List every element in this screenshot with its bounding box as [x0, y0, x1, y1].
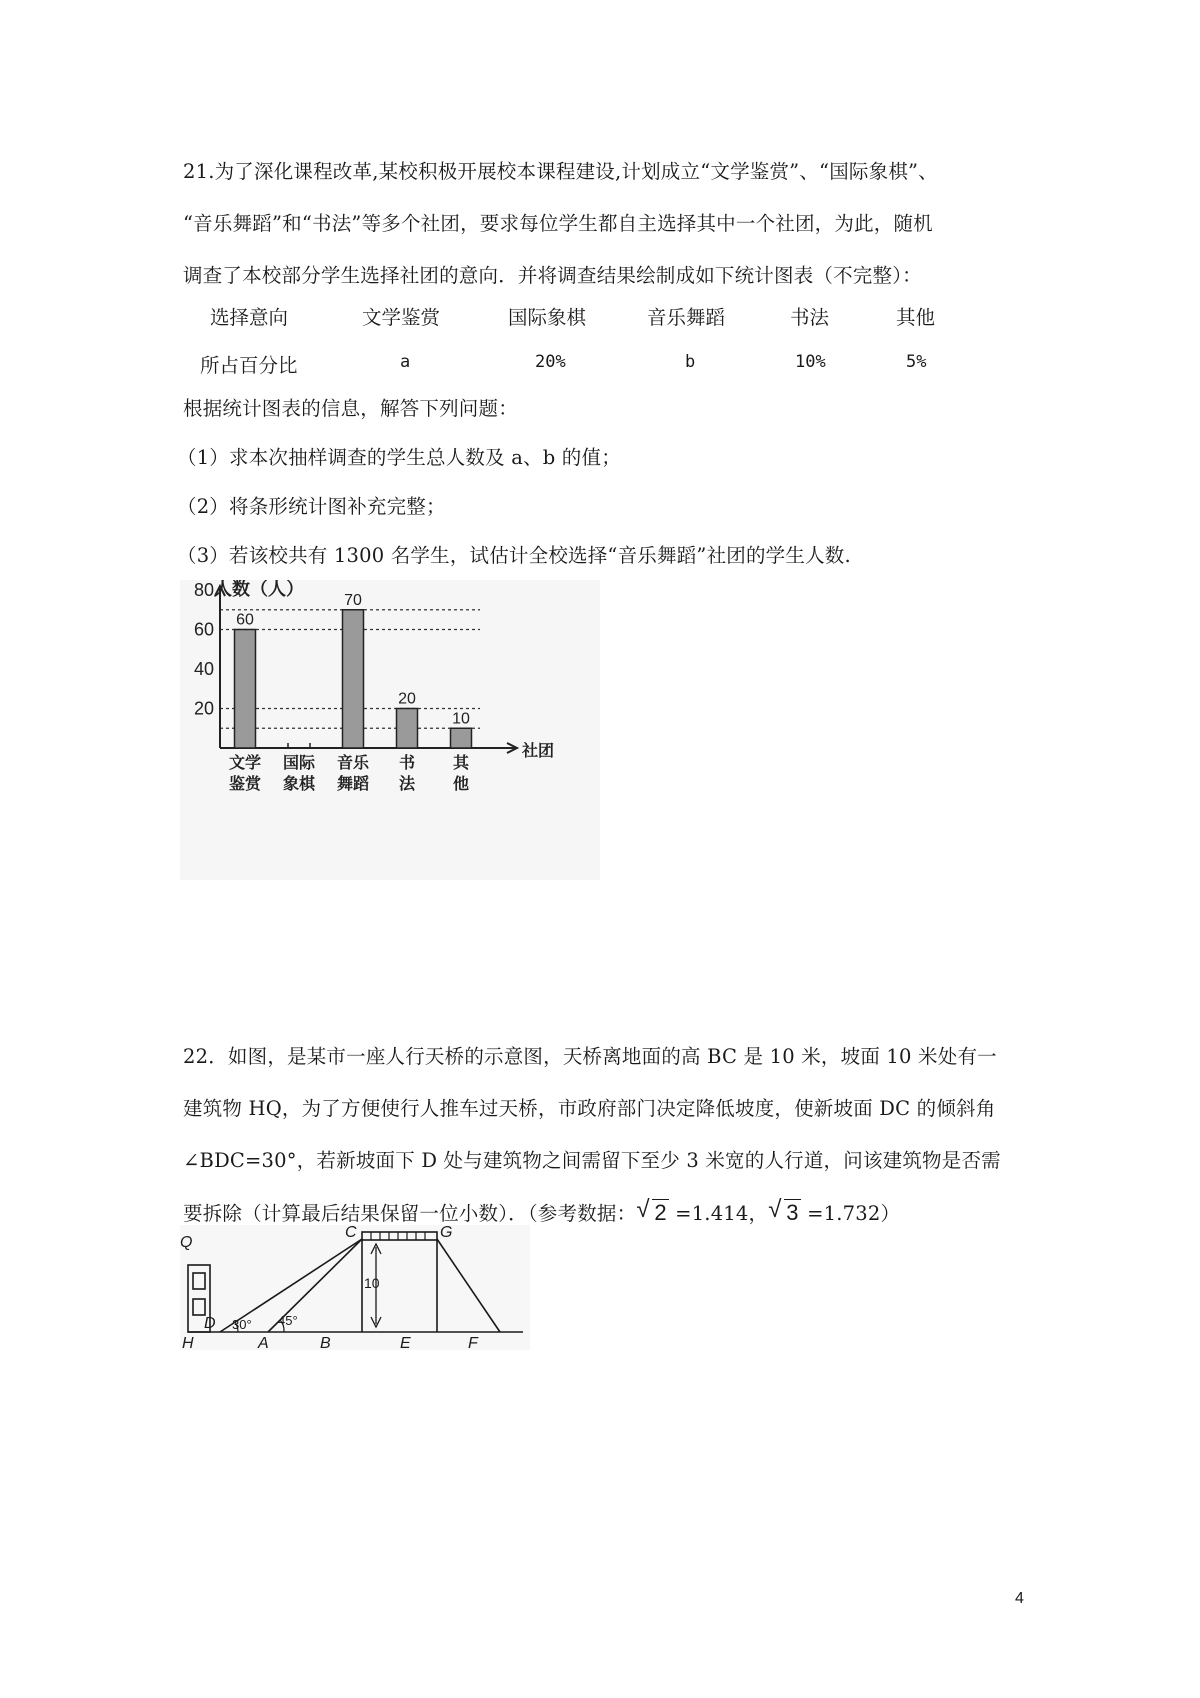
table-row-label: 所占百分比: [200, 354, 298, 377]
q22-line-2: 建筑物 HQ，为了方便使行人推车过天桥，市政府部门决定降低坡度，使新坡面 DC 的倾斜角: [183, 1097, 996, 1120]
label-angle-45: 45°: [278, 1313, 298, 1328]
bar-data-label: 20: [398, 690, 416, 708]
y-tick-label: 60: [193, 619, 214, 640]
label-g: G: [440, 1225, 453, 1241]
sqrt-3-radicand: 3: [786, 1200, 799, 1225]
table-cell: 5%: [906, 352, 927, 372]
table-cell: 20%: [535, 352, 566, 372]
sqrt-2-radicand: 2: [654, 1200, 667, 1225]
bar: [397, 709, 418, 749]
table-header-cell: 文学鉴赏: [362, 306, 441, 329]
category-tick-label: 文学: [228, 755, 262, 772]
q21-question-1: （1）求本次抽样调查的学生总人数及 a、b 的值；: [177, 446, 621, 469]
label-e: E: [400, 1335, 411, 1350]
y-axis-label: 人数（人）: [214, 580, 304, 599]
label-q: Q: [180, 1234, 193, 1251]
q21-question-3: （3）若该校共有 1300 名学生，试估计全校选择“音乐舞蹈”社团的学生人数.: [177, 544, 851, 567]
category-tick-label: 舞蹈: [336, 776, 370, 793]
bridge-diagram: [180, 1225, 530, 1350]
category-tick-label: 鉴赏: [228, 776, 262, 793]
category-tick-label: 书: [398, 755, 416, 772]
x-axis-label: 社团: [522, 743, 555, 760]
table-header-cell: 书法: [790, 306, 830, 329]
label-h: H: [182, 1335, 194, 1350]
table-header-cell: 音乐舞蹈: [647, 306, 726, 329]
label-angle-30: 30°: [232, 1317, 252, 1332]
y-tick-label: 20: [193, 698, 214, 719]
bar-chart: [180, 580, 600, 880]
y-tick-label: 40: [193, 659, 214, 679]
bar: [235, 630, 256, 749]
q21-line-1: 21.为了深化课程改革,某校积极开展校本课程建设,计划成立“文学鉴赏”、“国际象棋”、: [183, 160, 938, 183]
sqrt-3-symbol: [770, 1201, 800, 1225]
label-a: A: [258, 1335, 269, 1350]
category-tick-label: 法: [398, 776, 416, 793]
bar-data-label: 70: [344, 591, 362, 609]
bar-data-label: 60: [236, 611, 254, 629]
label-f: F: [468, 1335, 478, 1350]
table-header-cell: 国际象棋: [508, 306, 587, 329]
table-cell: 10%: [795, 352, 826, 372]
table-header-cell: 其他: [896, 306, 936, 329]
page-number: 4: [1015, 1590, 1024, 1607]
category-tick-label: 其: [452, 755, 470, 772]
label-c: C: [345, 1225, 357, 1241]
bar: [343, 610, 364, 748]
sqrt-2-value: =1.414，: [675, 1202, 769, 1225]
q22-line-3: ∠BDC=30°，若新坡面下 D 处与建筑物之间需留下至少 3 米宽的人行道，问该建筑物是否需: [183, 1149, 1001, 1172]
category-tick-label: 国际: [282, 755, 316, 772]
q22-line-1: 22．如图，是某市一座人行天桥的示意图，天桥离地面的高 BC 是 10 米，坡面 10 米处有一: [183, 1045, 997, 1068]
q22-line-4-text: 要拆除（计算最后结果保留一位小数）．（参考数据：: [183, 1202, 637, 1225]
category-tick-label: 音乐: [336, 755, 370, 772]
category-tick-label: 象棋: [282, 776, 316, 793]
table-header-cell: 选择意向: [210, 306, 289, 329]
label-d: D: [204, 1315, 216, 1332]
q21-line-3: 调查了本校部分学生选择社团的意向．并将调查结果绘制成如下统计图表（不完整）：: [183, 264, 922, 287]
q22-line-4: [183, 1201, 900, 1226]
q21-prompt: 根据统计图表的信息，解答下列问题：: [183, 397, 518, 420]
label-height-10: 10: [364, 1275, 380, 1291]
q21-line-2: “音乐舞蹈”和“书法”等多个社团，要求每位学生都自主选择其中一个社团，为此，随机: [183, 212, 933, 235]
q21-question-2: （2）将条形统计图补充完整；: [177, 495, 446, 518]
table-cell: b: [685, 352, 696, 372]
table-cell: a: [400, 352, 411, 372]
y-tick-label: 80: [193, 580, 214, 600]
category-tick-label: 他: [452, 776, 470, 793]
label-b: B: [320, 1335, 331, 1350]
bar: [451, 728, 472, 748]
sqrt-2-symbol: [638, 1201, 668, 1225]
bar-data-label: 10: [452, 710, 470, 728]
sqrt-3-value: =1.732）: [807, 1202, 901, 1225]
